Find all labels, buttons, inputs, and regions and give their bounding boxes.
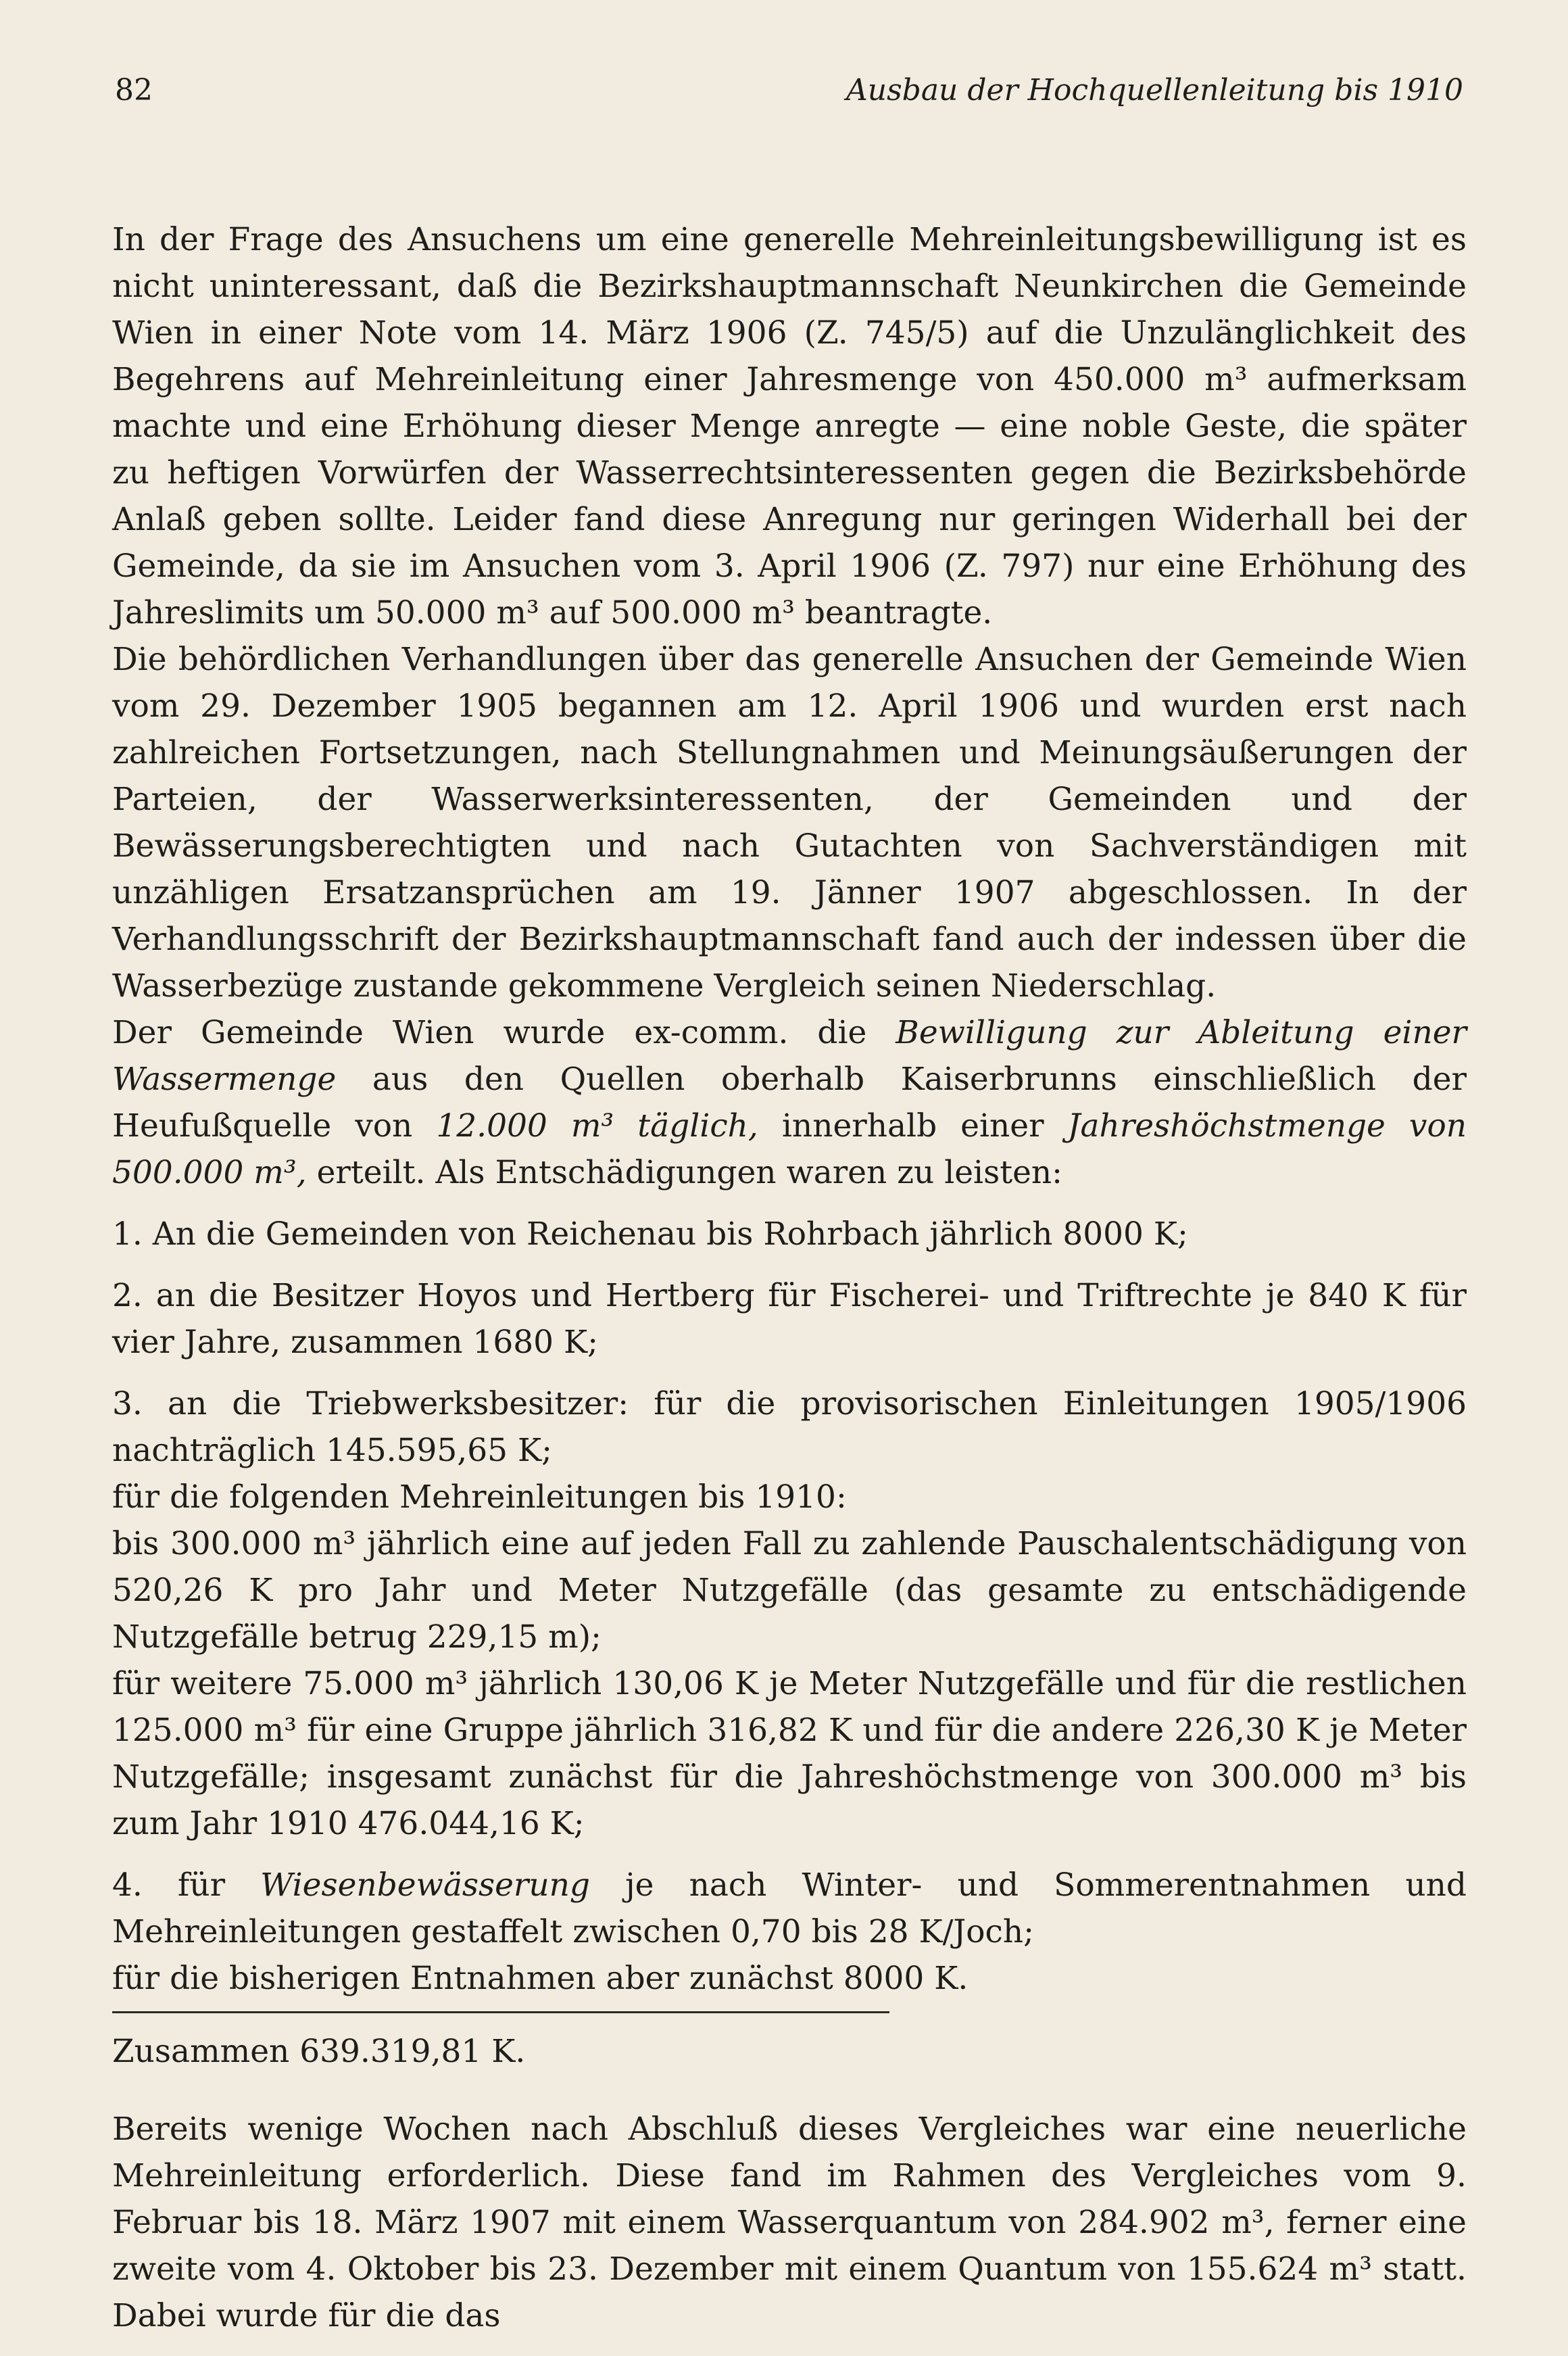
list-item-continuation: für weitere 75.000 m³ jährlich 130,06 K je Meter Nutzgefälle und für die restlichen 125.000 m³ für eine Gruppe jährlich 316,82 K und für die andere 226,30 K je Meter Nutzgefälle; insgesamt zunächst für die Jahreshöchstmenge von 300.000 m³ bis zum Jahr 1910 476.044,16 K; — [112, 1665, 1467, 1842]
paragraph: Bereits wenige Wochen nach Abschluß dieses Vergleiches war eine neuerliche Mehreinleitung erforderlich. Diese fand im Rahmen des Vergleiches vom 9. Februar bis 18. März 1907 mit einem Wasserquantum von 284.902 m³, ferner eine zweite vom 4. Oktober bis 23. Dezember mit einem Quantum von 155.624 m³ statt. Dabei wurde für die das — [112, 2111, 1467, 2334]
text-run: Der Gemeinde Wien wurde ex-comm. die — [112, 1014, 896, 1051]
list-item: 2. an die Besitzer Hoyos und Hertberg für Fischerei- und Triftrechte je 840 K für vier Jahre, zusammen 1680 K; — [112, 1277, 1467, 1361]
body-text — [112, 216, 1467, 2339]
sum-rule — [112, 2011, 889, 2013]
italic-run: Bewilligung zur Ableitung einer Wassermenge — [112, 1014, 1467, 1098]
list-item: 1. An die Gemeinden von Reichenau bis Rohrbach jährlich 8000 K; — [112, 1216, 1188, 1253]
paragraph — [112, 1009, 1467, 1196]
paragraph: In der Frage des Ansuchens um eine generelle Mehreinleitungsbewilligung ist es nicht uninteressant, daß die Bezirkshauptmannschaft Neunkirchen die Gemeinde Wien in einer Note vom 14. März 1906 (Z. 745/5) auf die Unzulänglichkeit des Begehrens auf Mehreinleitung einer Jahresmenge von 450.000 m³ aufmerksam machte und eine Erhöhung dieser Menge anregte — eine noble Geste, die später zu heftigen Vorwürfen der Wasserrechtsinteressenten gegen die Bezirksbehörde Anlaß geben sollte. Leider fand diese Anregung nur geringen Widerhall bei der Gemeinde, da sie im Ansuchen vom 3. April 1906 (Z. 797) nur eine Erhöhung des Jahreslimits um 50.000 m³ auf 500.000 m³ beantragte. — [112, 221, 1467, 631]
text-run: erteilt. Als Entschädigungen waren zu leisten: — [306, 1154, 1063, 1191]
text-run: aus den Quellen oberhalb Kaiserbrunns einschließlich der Heufußquelle von — [112, 1061, 1467, 1145]
total-line: Zusammen 639.319,81 K. — [112, 2033, 526, 2070]
paragraph: Die behördlichen Verhandlungen über das generelle Ansuchen der Gemeinde Wien vom 29. Dezember 1905 begannen am 12. April 1906 und wurden erst nach zahlreichen Fortsetzungen, nach Stellungnahmen und Meinungsäußerungen der Parteien, der Wasserwerksinteressenten, der Gemeinden und der Bewässerungsberechtigten und nach Gutachten von Sachverständigen mit unzähligen Ersatzansprüchen am 19. Jänner 1907 abgeschlossen. In der Verhandlungsschrift der Bezirkshauptmannschaft fand auch der indessen über die Wasserbezüge zustande gekommene Vergleich seinen Niederschlag. — [112, 641, 1467, 1005]
italic-run: Jahreshöchstmenge von 500.000 m³, — [112, 1107, 1467, 1191]
running-title: Ausbau der Hochquellenleitung bis 1910 — [846, 73, 1463, 107]
list-item-continuation: für die bisherigen Entnahmen aber zunächst 8000 K. — [112, 1960, 969, 1997]
text-run: 4. für — [112, 1867, 261, 1904]
text-run: je nach Winter- und Sommerentnahmen und Mehreinleitungen gestaffelt zwischen 0,70 bis 28 K/Joch; — [112, 1867, 1467, 1950]
list-item: 3. an die Triebwerksbesitzer: für die provisorischen Einleitungen 1905/1906 nachträglich 145.595,65 K; — [112, 1385, 1467, 1469]
page-header — [115, 73, 1463, 107]
italic-run: Wiesenbewässerung — [260, 1867, 590, 1904]
text-run: innerhalb einer — [758, 1107, 1068, 1145]
italic-run: 12.000 m³ täglich, — [436, 1107, 758, 1145]
list-item — [112, 1862, 1467, 1955]
list-item-continuation: für die folgenden Mehreinleitungen bis 1910: — [112, 1478, 847, 1516]
page-number: 82 — [115, 73, 153, 107]
list-item-continuation: bis 300.000 m³ jährlich eine auf jeden Fall zu zahlende Pauschalentschädigung von 520,26 K pro Jahr und Meter Nutzgefälle (das gesamte zu entschädigende Nutzgefälle betrug 229,15 m); — [112, 1525, 1467, 1656]
